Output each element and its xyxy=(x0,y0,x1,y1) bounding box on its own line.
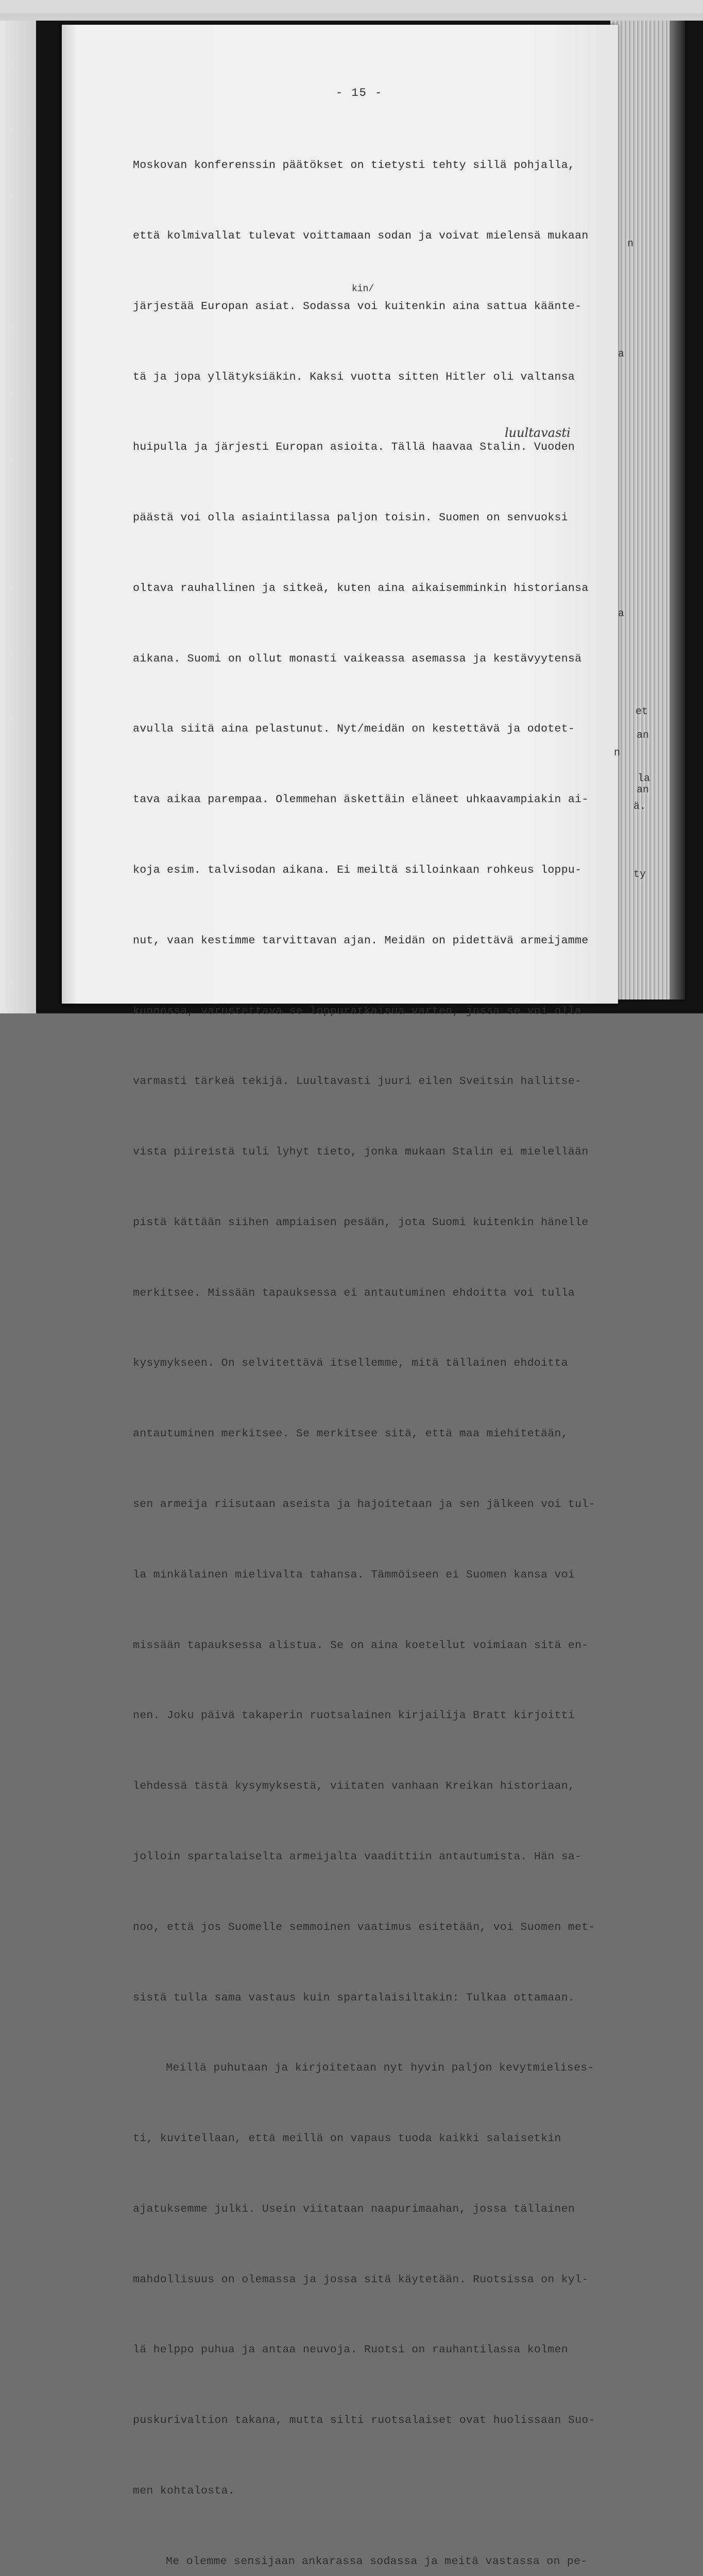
text-line: kunnossa, varustettava se loppuratkaisua varten, jossa se voi olla xyxy=(133,1005,582,1018)
handwritten-note: luultavasti xyxy=(505,426,571,440)
page-number: - 15 - xyxy=(336,87,383,99)
text-line: noo, että jos Suomelle semmoinen vaatimus esitetään, voi Suomen met- xyxy=(133,1921,595,1934)
page-stack-shadow xyxy=(670,21,685,999)
next-page-fragment: n xyxy=(627,238,634,250)
document-body xyxy=(133,107,596,2576)
text-line: huipulla ja järjesti Europan asioita. Tällä haavaa Stalin. Vuoden xyxy=(133,441,575,454)
text-line: päästä voi olla asiaintilassa paljon toisin. Suomen on senvuoksi xyxy=(133,512,568,524)
text-line: sen armeija riisutaan aseista ja hajoitetaan ja sen jälkeen voi tul- xyxy=(133,1498,595,1511)
text-line: nen. Joku päivä takaperin ruotsalainen kirjailija Bratt kirjoitti xyxy=(133,1709,575,1722)
next-page-fragment: n xyxy=(614,747,621,759)
binder-left-edge xyxy=(0,21,36,1013)
text-line: Meillä puhutaan ja kirjoitetaan nyt hyvin paljon kevytmielises- xyxy=(166,2062,594,2075)
text-line: vista piireistä tuli lyhyt tieto, jonka mukaan Stalin ei mielellään xyxy=(133,1146,589,1159)
next-page-fragment: a xyxy=(618,348,625,360)
text-line: tä ja jopa yllätyksiäkin. Kaksi vuotta sitten Hitler oli valtansa xyxy=(133,370,575,383)
text-line: missään tapauksessa alistua. Se on aina koetellut voimiaan sitä en- xyxy=(133,1639,589,1652)
text-line: antautuminen merkitsee. Se merkitsee sitä, että maa miehitetään, xyxy=(133,1428,568,1440)
text-line: men kohtalosta. xyxy=(133,2484,235,2497)
next-page-fragment: an xyxy=(637,784,649,796)
text-line: varmasti tärkeä tekijä. Luultavasti juuri eilen Sveitsin hallitse- xyxy=(133,1075,582,1088)
text-line: ajatuksemme julki. Usein viitataan naapurimaahan, jossa tällainen xyxy=(133,2202,575,2215)
text-line: sistä tulla sama vastaus kuin spartalaisiltakin: Tulkaa ottamaan. xyxy=(133,1991,575,2004)
text-line: pistä kättään siihen ampiaisen pesään, jota Suomi kuitenkin hänelle xyxy=(133,1216,589,1229)
text-line: puskurivaltion takana, mutta silti ruotsalaiset ovat huolissaan Suo- xyxy=(133,2414,595,2427)
text-line: lehdessä tästä kysymyksestä, viitaten vanhaan Kreikan historiaan, xyxy=(133,1780,575,1793)
scan-top-band xyxy=(0,0,703,13)
text-line: ti, kuvitellaan, että meillä on vapaus tuoda kaikki salaisetkin xyxy=(133,2132,561,2145)
next-page-fragment: la xyxy=(638,773,650,785)
text-line: Moskovan konferenssin päätökset on tietysti tehty sillä pohjalla, xyxy=(133,159,575,172)
next-page-fragment: a xyxy=(618,608,625,620)
text-line: avulla siitä aina pelastunut. Nyt/meidän on kestettävä ja odotet- xyxy=(133,723,575,736)
next-page-fragment: ty xyxy=(633,869,646,880)
text-line: oltava rauhallinen ja sitkeä, kuten aina aikaisemminkin historiansa xyxy=(133,582,589,595)
text-line: järjestää Europan asiat. Sodassa voi kuitenkin aina sattua käänte- xyxy=(133,300,582,313)
text-line: aikana. Suomi on ollut monasti vaikeassa asemassa ja kestävyytensä xyxy=(133,652,582,665)
text-line: la minkälainen mielivalta tahansa. Tämmöiseen ei Suomen kansa voi xyxy=(133,1568,575,1581)
next-page-fragment: ä. xyxy=(633,801,646,812)
next-page-fragment: an xyxy=(637,730,649,741)
text-line: lä helppo puhua ja antaa neuvoja. Ruotsi on rauhantilassa kolmen xyxy=(133,2344,568,2357)
typed-insertion-kin: kin/ xyxy=(352,284,374,294)
text-line: nut, vaan kestimme tarvittavan ajan. Meidän on pidettävä armeijamme xyxy=(133,934,589,947)
text-line: koja esim. talvisodan aikana. Ei meiltä silloinkaan rohkeus loppu- xyxy=(133,864,582,876)
text-line: jolloin spartalaiselta armeijalta vaadittiin antautumista. Hän sa- xyxy=(133,1850,582,1863)
text-line: merkitsee. Missään tapauksessa ei antautuminen ehdoitta voi tulla xyxy=(133,1286,575,1299)
text-line: tava aikaa parempaa. Olemmehan äskettäin eläneet uhkaavampiakin ai- xyxy=(133,793,589,806)
text-line: mahdollisuus on olemassa ja jossa sitä käytetään. Ruotsissa on kyl- xyxy=(133,2273,589,2286)
next-page-fragment: et xyxy=(636,706,648,718)
text-line: Me olemme sensijaan ankarassa sodassa ja meitä vastassa on pe- xyxy=(166,2555,588,2568)
text-line: kysymykseen. On selvitettävä itsellemme, mitä tällainen ehdoitta xyxy=(133,1357,568,1370)
text-line: että kolmivallat tulevat voittamaan sodan ja voivat mielensä mukaan xyxy=(133,229,589,242)
